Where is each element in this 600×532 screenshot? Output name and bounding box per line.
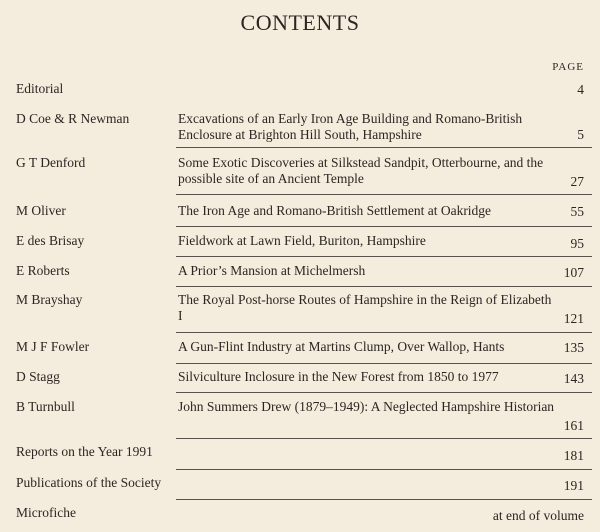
entry-page: 55 <box>570 204 584 219</box>
divider <box>176 469 592 470</box>
entry-author: M J F Fowler <box>16 339 90 354</box>
page-title: CONTENTS <box>240 10 360 35</box>
entry-page: 95 <box>570 236 584 251</box>
divider <box>176 332 592 333</box>
entry-author: E Roberts <box>16 263 70 278</box>
entry-author: Publications of the Society <box>16 475 162 490</box>
entry-title: Fieldwork at Lawn Field, Buriton, Hampshire <box>178 233 426 248</box>
entry-page: 135 <box>563 340 584 355</box>
entry-page: 143 <box>563 371 584 386</box>
divider <box>176 392 592 393</box>
entry-title: The Royal Post-horse Routes of Hampshire in the Reign of Elizabeth I <box>178 292 552 323</box>
entry-author: D Coe & R Newman <box>16 111 130 126</box>
entry-page: at end of volume <box>492 508 584 523</box>
divider <box>176 226 592 227</box>
entry-page: 161 <box>563 418 584 433</box>
entry-author: B Turnbull <box>16 399 75 414</box>
entry-title: Silviculture Inclosure in the New Forest from 1850 to 1977 <box>178 369 499 384</box>
divider <box>176 256 592 257</box>
entry-page: 4 <box>577 82 584 97</box>
entry-title: John Summers Drew (1879–1949): A Neglected Hampshire Historian <box>178 399 555 414</box>
entry-author: Reports on the Year 1991 <box>16 444 153 459</box>
entry-author: M Brayshay <box>16 292 83 307</box>
entry-title: The Iron Age and Romano-British Settlement at Oakridge <box>178 203 492 218</box>
divider <box>176 499 592 500</box>
divider <box>176 363 592 364</box>
entry-title: Excavations of an Early Iron Age Building and Romano-British Enclosure at Brighton Hill South, Hampshire <box>178 111 523 142</box>
entry-page: 181 <box>563 448 584 463</box>
divider <box>176 286 592 287</box>
entry-page: 107 <box>563 265 584 280</box>
entry-page: 121 <box>563 311 584 326</box>
entry-author: Microfiche <box>16 505 76 520</box>
page-column-heading: PAGE <box>552 61 584 73</box>
entry-title: A Prior’s Mansion at Michelmersh <box>178 263 366 278</box>
entry-title: A Gun-Flint Industry at Martins Clump, Over Wallop, Hants <box>178 339 505 354</box>
entry-page: 27 <box>570 174 584 189</box>
entry-title: Some Exotic Discoveries at Silkstead Sandpit, Otterbourne, and the possible site of an Ancient Temple <box>178 155 544 186</box>
divider <box>176 438 592 439</box>
entry-author: D Stagg <box>16 369 60 384</box>
divider <box>176 147 592 148</box>
entry-page: 5 <box>577 127 584 142</box>
entry-author: E des Brisay <box>16 233 85 248</box>
entry-author: M Oliver <box>16 203 66 218</box>
entry-author: G T Denford <box>16 155 86 170</box>
entry-page: 191 <box>563 478 584 493</box>
divider <box>176 194 592 195</box>
entry-author: Editorial <box>16 81 64 96</box>
